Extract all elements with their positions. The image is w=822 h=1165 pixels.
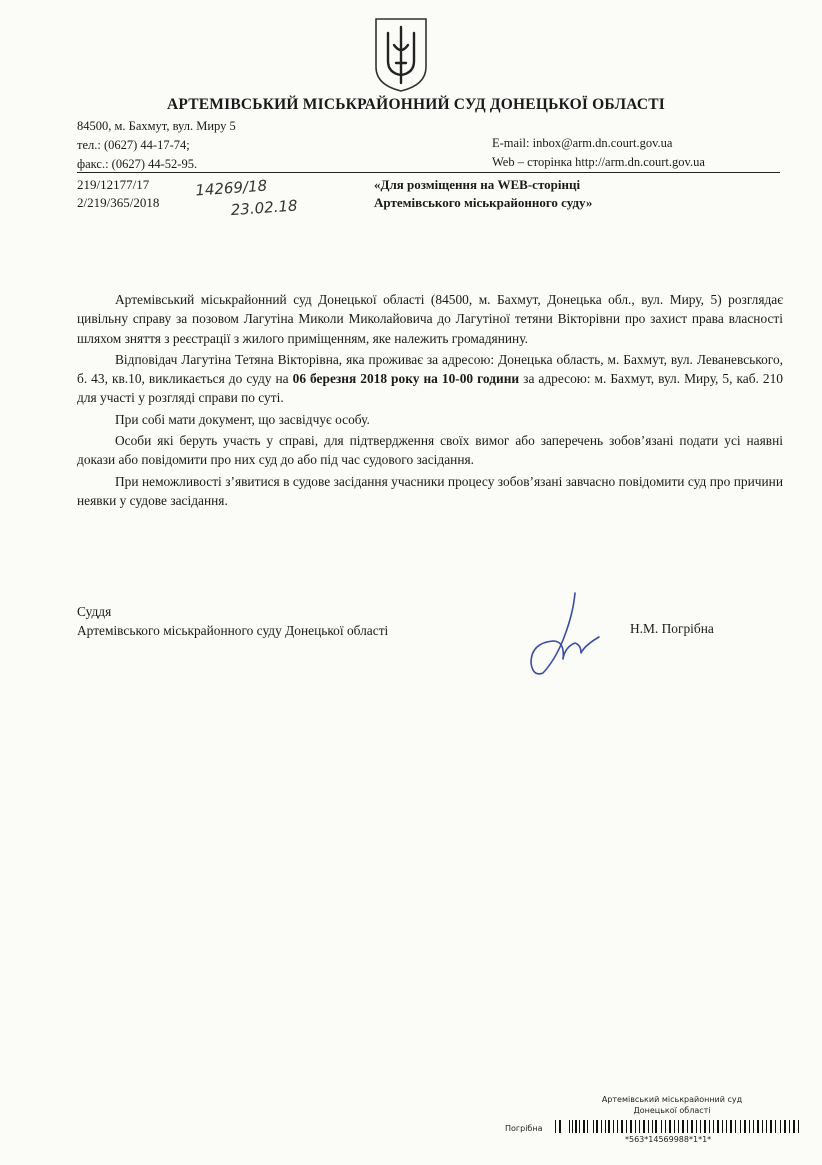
- judge-title: Суддя: [77, 604, 112, 619]
- judge-court: Артемівського міськрайонного суду Донецької області: [77, 623, 389, 638]
- case-number: 219/12177/17: [77, 177, 150, 192]
- stamp-court-line-2: Донецької області: [633, 1106, 711, 1115]
- barcode-icon: [555, 1120, 800, 1133]
- court-phone: тел.: (0627) 44-17-74;: [77, 138, 190, 152]
- paragraph-4: Особи які беруть участь у справі, для підтвердження своїх вимог або заперечень зобов’язані подати усі наявні докази або повідомити про них суд до або під час судового засідання.: [77, 433, 783, 468]
- barcode-number: *563*14569988*1*1*: [625, 1135, 712, 1144]
- court-website: Web – сторінка http://arm.dn.court.gov.ua: [492, 155, 705, 169]
- court-title: АРТЕМІВСЬКИЙ МІСЬКРАЙОННИЙ СУД ДОНЕЦЬКОЇ ОБЛАСТІ: [166, 96, 666, 113]
- court-contacts-left: [77, 117, 236, 174]
- paragraph-1: Артемівський міськрайонний суд Донецької області (84500, м. Бахмут, Донецька обл., вул. Миру, 5) розглядає цивільну справу за позовом Лагутіна Миколи Миколайовича до Лагутіної тетяни Вікторівни про захист права власності шляхом зняття з реєстрації з жилого приміщенням, яке належить громадянину.: [77, 292, 783, 346]
- publication-notice: [374, 176, 592, 212]
- court-email: E-mail: inbox@arm.dn.court.gov.ua: [492, 136, 673, 150]
- coat-of-arms-icon: [372, 15, 430, 93]
- paragraph-2-start: Відповідач Лагутіна Тетяна Вікторівна, яка проживає за адресою: Донецька область, м. Бахмут, вул. Леваневського, б. 43, кв.10, викликається до суду на: [77, 351, 783, 387]
- paragraph-2: [77, 350, 783, 408]
- judge-block: [77, 602, 388, 640]
- paragraph-5: При неможливості з’явитися в судове засідання учасники процесу зобов’язані завчасно повідомити суд про причини неявки у судове засідання.: [77, 473, 783, 508]
- paragraph-2-end: за адресою: м. Бахмут, вул. Миру, 5, каб. 210 для участі у розгляді справи по суті.: [77, 371, 783, 406]
- stamp-name: Погрібна: [505, 1124, 543, 1133]
- handwritten-number: 14269/18: [194, 176, 268, 200]
- stamp-court-line-1: Артемівський міськрайонний суд: [601, 1095, 743, 1104]
- handwritten-signature: [515, 585, 615, 680]
- header-divider: [77, 172, 780, 173]
- hearing-date: 06 березня 2018 року на 10-00 години: [292, 371, 520, 387]
- case-references: [77, 176, 159, 212]
- court-fax: факс.: (0627) 44-52-95.: [77, 157, 198, 171]
- handwritten-date: 23.02.18: [230, 196, 299, 220]
- paragraph-3: При собі мати документ, що засвідчує особу.: [115, 411, 370, 427]
- registry-stamp: [505, 1094, 805, 1154]
- summons-body: [77, 290, 783, 512]
- handwritten-registration: [195, 173, 299, 224]
- stamp-court: [597, 1094, 747, 1116]
- notice-line-1: «Для розміщення на WEB-сторінці: [374, 177, 581, 192]
- court-address: 84500, м. Бахмут, вул. Миру 5: [77, 119, 236, 133]
- proceeding-number: 2/219/365/2018: [77, 195, 160, 210]
- court-contacts-right: [492, 134, 705, 172]
- judge-name: Н.М. Погрібна: [630, 621, 714, 636]
- notice-line-2: Артемівського міськрайонного суду»: [374, 195, 593, 210]
